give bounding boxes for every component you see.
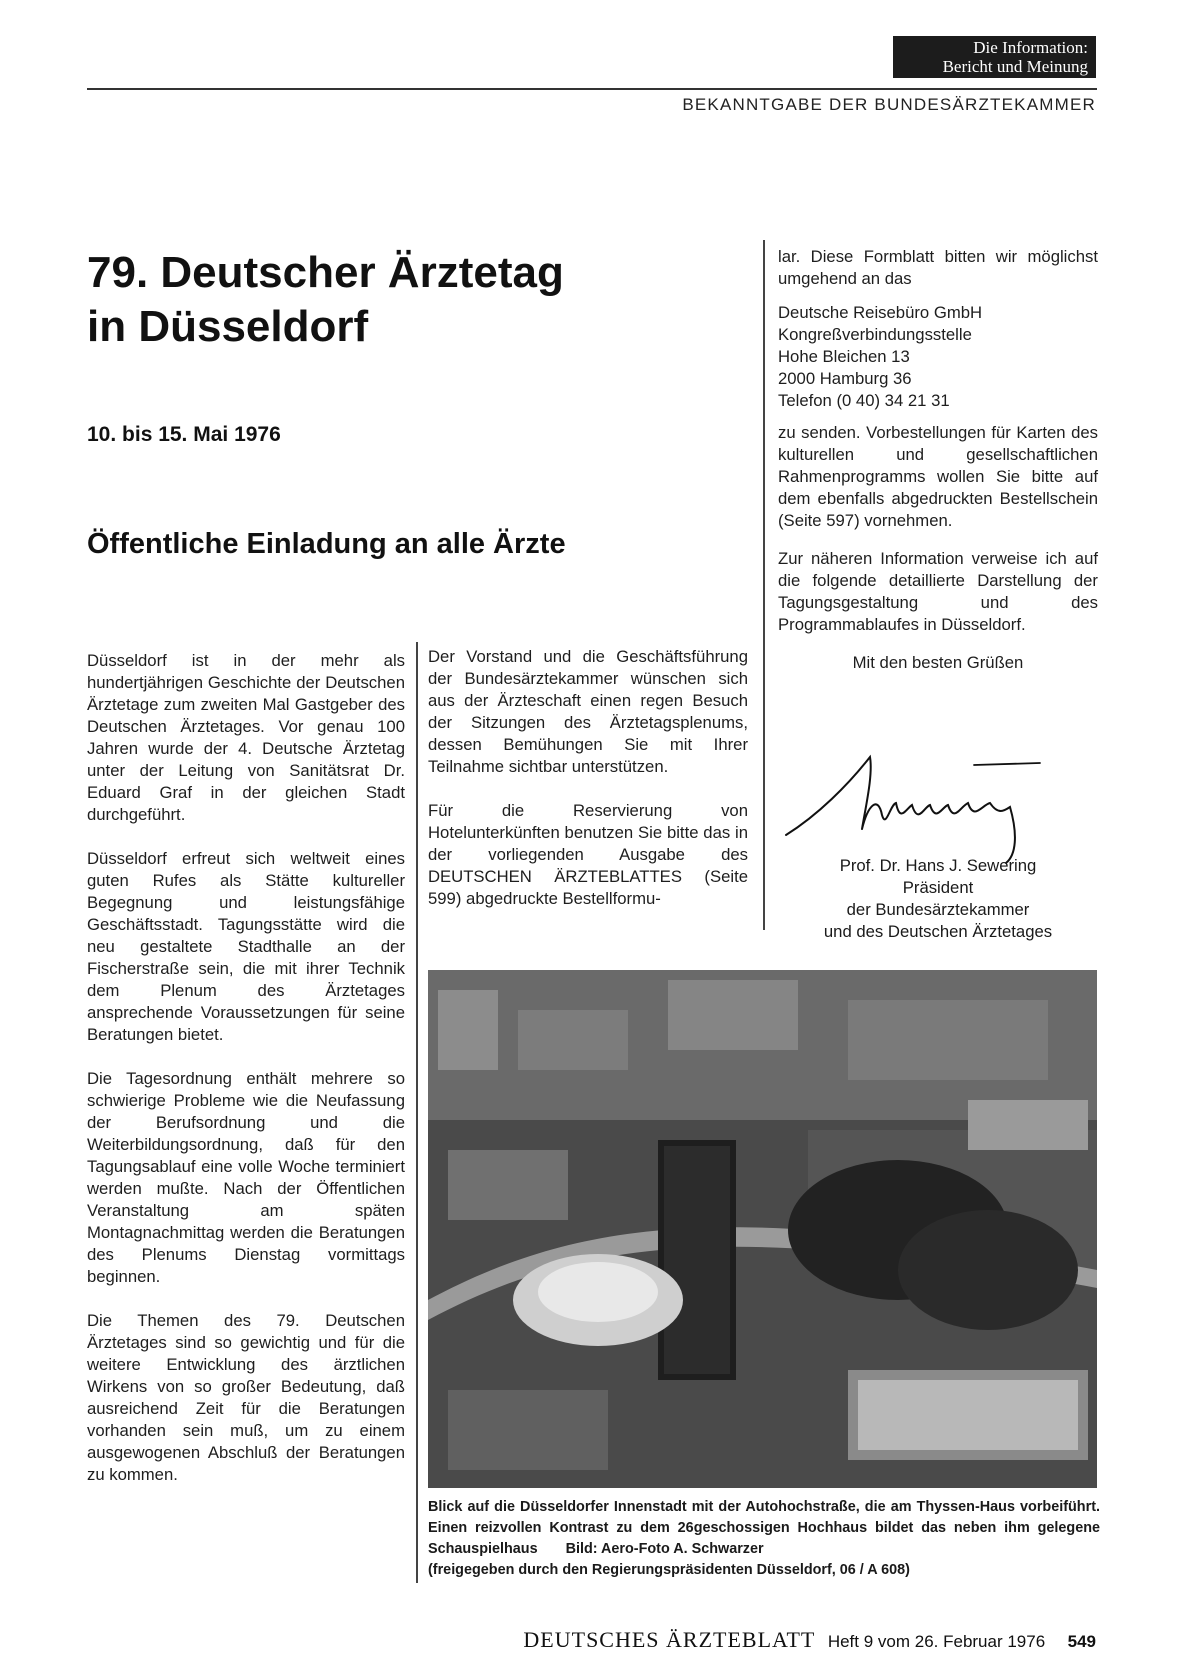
photo-caption xyxy=(428,1497,1100,1581)
address-line: Hohe Bleichen 13 xyxy=(778,347,910,366)
paragraph: Zur näheren Information verweise ich auf die folgende detaillierte Darstellung der Tagungsgestaltung und des Programmablaufes in Düsseldorf. xyxy=(778,549,1098,634)
address-line: Deutsche Reisebüro GmbH xyxy=(778,303,983,322)
page-footer xyxy=(523,1627,1096,1653)
photo-credit: Bild: Aero-Foto A. Schwarzer xyxy=(565,1541,764,1557)
title-line-1: 79. Deutscher Ärztetag xyxy=(87,248,564,297)
signer-role: der Bundesärztekammer xyxy=(846,900,1030,919)
handwritten-signature xyxy=(778,745,1098,865)
issue-info: Heft 9 vom 26. Februar 1976 xyxy=(827,1632,1046,1651)
text-column-3 xyxy=(778,246,1098,674)
paragraph: lar. Diese Formblatt bitten wir möglichst umgehend an das xyxy=(778,247,1098,288)
caption-text: Blick auf die Düsseldorfer Innenstadt mit der Autohochstraße, die am Thyssen-Haus vorbeiführt. Einen reizvollen Kontrast zu dem 26geschossigen Hochhaus bildet das neben ihm gelegene Schauspielhaus xyxy=(428,1499,1100,1557)
caption-divider xyxy=(416,1493,418,1583)
paragraph: Düsseldorf erfreut sich weltweit eines guten Rufes als Stätte kultureller Begegnung und leistungsfähige Geschäftsstadt. Tagungsstätte wird die neu gestaltete Stadthalle an der Fischerstraße sein, die mit ihrer Technik dem Plenum des Ärztetages ansprechende Voraussetzungen für seine Beratungen bietet. xyxy=(87,849,405,1044)
journal-name: DEUTSCHES ÄRZTEBLATT xyxy=(523,1627,816,1652)
signer-role: und des Deutschen Ärztetages xyxy=(823,922,1053,941)
paragraph: Die Tagesordnung enthält mehrere so schwierige Probleme wie die Neufassung der Berufsordnung und die Weiterbildungsordnung, daß für den Tagungsablauf eine volle Woche terminiert werden mußte. Nach der Öffentlichen Veranstaltung am späten Montagnachmittag werden die Beratungen des Plenums Dienstag vormittags beginnen. xyxy=(87,1069,405,1286)
paragraph: Düsseldorf ist in der mehr als hundertjährigen Geschichte der Deutschen Ärztetage zum zweiten Mal Gastgeber des Deutschen Ärztetages. Vor genau 100 Jahren wurde der 4. Deutsche Ärztetag unter der Leitung von Sanitätsrat Dr. Eduard Graf in der gleichen Stadt durchgeführt. xyxy=(87,651,405,824)
badge-line-2: Bericht und Meinung xyxy=(942,57,1088,76)
text-column-2 xyxy=(428,646,748,932)
column-divider-2 xyxy=(763,240,765,930)
photo-release-note: (freigegeben durch den Regierungspräsidenten Düsseldorf, 06 / A 608) xyxy=(428,1562,910,1578)
column-divider-1 xyxy=(416,642,418,1577)
header-rule xyxy=(87,88,1097,90)
paragraph: zu senden. Vorbestellungen für Karten des kulturellen und gesellschaftlichen Rahmenprogramms wollen Sie bitte auf dem ebenfalls abgedruckten Bestellschein (Seite 597) vornehmen. xyxy=(778,423,1098,530)
address-line: Telefon (0 40) 34 21 31 xyxy=(778,391,950,410)
signer-name: Prof. Dr. Hans J. Sewering xyxy=(839,856,1037,875)
event-dates: 10. bis 15. Mai 1976 xyxy=(87,423,281,446)
page-number: 549 xyxy=(1067,1632,1096,1651)
section-badge xyxy=(893,36,1096,78)
article-subtitle: Öffentliche Einladung an alle Ärzte xyxy=(87,528,566,560)
postal-address xyxy=(778,302,1098,412)
address-line: Kongreßverbindungsstelle xyxy=(778,325,972,344)
section-label: BEKANNTGABE DER BUNDESÄRZTEKAMMER xyxy=(682,95,1096,114)
address-line: 2000 Hamburg 36 xyxy=(778,369,912,388)
signer-role: Präsident xyxy=(902,878,974,897)
text-column-1 xyxy=(87,650,405,1508)
paragraph: Der Vorstand und die Geschäftsführung der Bundesärztekammer wünschen sich aus der Ärzteschaft einen regen Besuch der Sitzungen des Ärztetagsplenums, dessen Bemühungen Sie mit Ihrer Teilnahme sichtbar unterstützen. xyxy=(428,647,748,776)
article-title xyxy=(87,246,564,354)
paragraph: Für die Reservierung von Hotelunterkünften benutzen Sie bitte das in der vorliegenden Ausgabe des DEUTSCHEN ÄRZTEBLATTES (Seite 599) abgedruckte Bestellformu- xyxy=(428,801,748,908)
signer-block xyxy=(778,855,1098,943)
badge-line-1: Die Information: xyxy=(973,38,1088,57)
title-line-2: in Düsseldorf xyxy=(87,302,369,351)
aerial-city-photo xyxy=(428,970,1097,1488)
closing-line: Mit den besten Grüßen xyxy=(852,653,1024,672)
paragraph: Die Themen des 79. Deutschen Ärztetages sind so gewichtig und für die weitere Entwicklung des ärztlichen Wirkens von so großer Bedeutung, daß ausreichend Zeit für die Beratungen vorhanden sein muß, um zu einem ausgewogenen Abschluß der Beratungen zu kommen. xyxy=(87,1311,405,1484)
aerial-photo-illustration xyxy=(428,970,1097,1488)
